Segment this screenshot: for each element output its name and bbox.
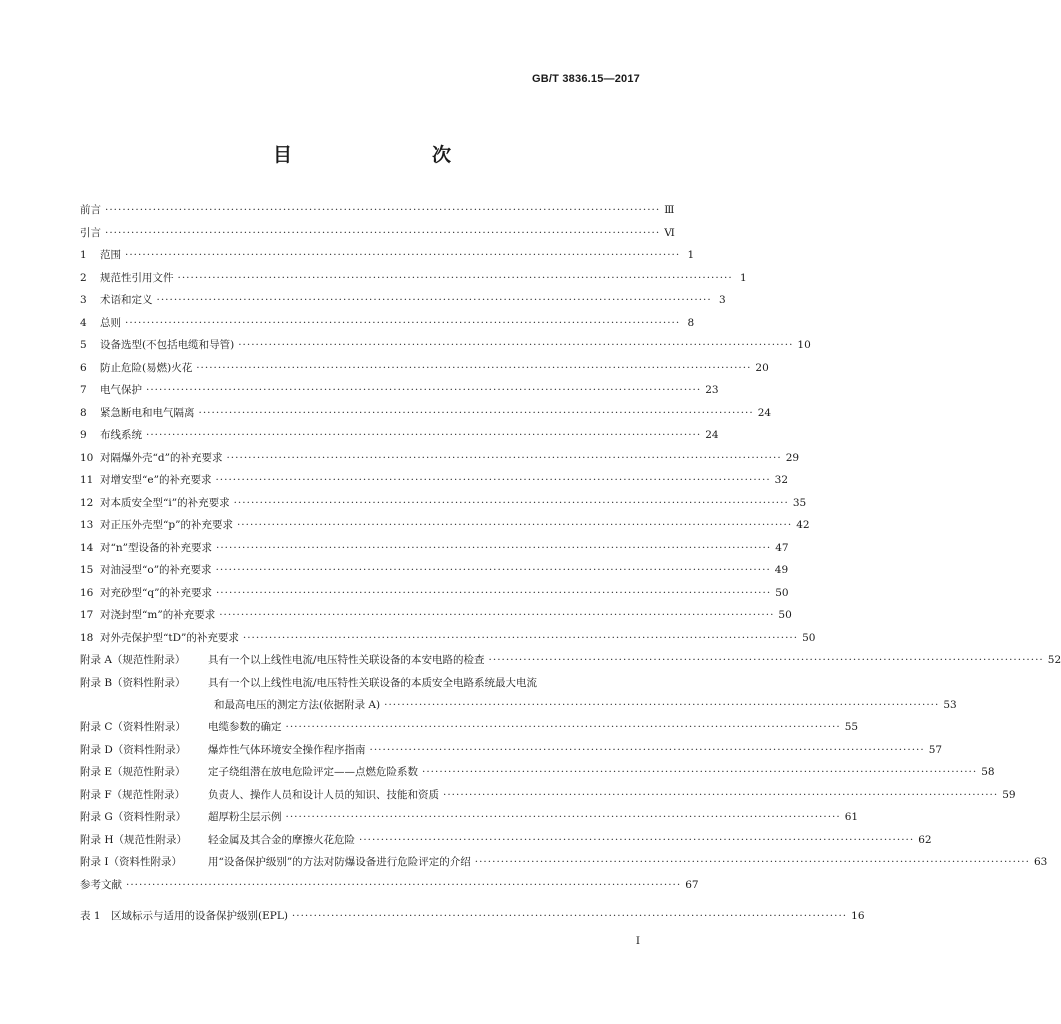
toc-entry-label: 布线系统 — [100, 429, 142, 441]
toc-entry-label: 对充砂型“q”的补充要求 — [100, 586, 212, 599]
toc-entry-page: 23 — [705, 384, 719, 396]
toc-entry-clause-16[interactable] — [80, 585, 789, 608]
toc-entry-label: 防止危险(易燃)火花 — [100, 361, 193, 374]
toc-entry-page: 52 — [1047, 654, 1061, 666]
toc-entry-references[interactable] — [80, 877, 699, 900]
toc-entry-page: 35 — [792, 496, 807, 509]
toc-entry-label: 总则 — [100, 316, 121, 329]
toc-entry-label: 对增安型“e”的补充要求 — [100, 474, 212, 486]
toc-entry-page: 8 — [687, 316, 695, 329]
clause-number: 14 — [80, 541, 94, 554]
toc-entry-page: 10 — [797, 339, 811, 351]
toc-entry-clause-15[interactable] — [80, 562, 789, 585]
annex-prefix: 附录 A（规范性附录） — [80, 654, 186, 666]
leader-dots — [219, 607, 774, 623]
toc-entry-annex-c[interactable] — [80, 719, 859, 742]
toc-entry-clause-12[interactable] — [80, 495, 807, 518]
toc-entry-page: Ⅵ — [664, 226, 675, 239]
toc-entry-page: 49 — [774, 564, 789, 576]
leader-dots — [237, 517, 792, 533]
leader-dots — [199, 405, 754, 421]
toc-entry-page: 50 — [802, 631, 816, 644]
toc-entry-label: 引言 — [80, 226, 101, 239]
toc-entry-label: 紧急断电和电气隔离 — [100, 406, 195, 419]
toc-entry-page: 32 — [774, 474, 789, 486]
toc-entry-clause-3[interactable] — [80, 292, 726, 315]
clause-number: 17 — [80, 609, 94, 621]
toc-entry-clause-18[interactable] — [80, 630, 816, 653]
toc-entry-page: 1 — [740, 271, 747, 284]
toc-entry-page: 16 — [851, 910, 865, 922]
clause-number: 2 — [80, 271, 87, 284]
leader-dots — [443, 787, 998, 803]
toc-entry-page: 63 — [1033, 856, 1048, 868]
toc-entry-label: 表 1 区域标示与适用的设备保护级别(EPL) — [80, 910, 288, 922]
clause-number: 1 — [80, 249, 87, 261]
page-title: 目 次 — [272, 144, 485, 166]
toc-entry-clause-7[interactable] — [80, 382, 719, 405]
toc-entry-label: 定子绕组潜在放电危险评定——点燃危险系数 — [208, 766, 418, 778]
toc-entry-page: 47 — [775, 541, 789, 554]
toc-entry-label: 具有一个以上线性电流/电压特性关联设备的本质安全电路系统最大电流 — [208, 676, 538, 689]
toc-entry-page: 57 — [928, 743, 943, 756]
toc-entry-clause-2[interactable] — [80, 270, 747, 293]
toc-entry-page: 67 — [685, 878, 699, 891]
toc-entry-label: 对“n”型设备的补充要求 — [100, 541, 212, 554]
leader-dots — [489, 652, 1044, 668]
leader-dots — [238, 337, 793, 353]
toc-entry-page: 20 — [755, 361, 769, 374]
toc-entry-annex-i[interactable] — [80, 854, 1048, 877]
clause-number: 4 — [80, 316, 87, 329]
toc-entry-page: 58 — [981, 766, 995, 778]
toc-entry-page: 42 — [796, 519, 810, 531]
toc-entry-page: 3 — [719, 294, 726, 306]
toc-entry-clause-13[interactable] — [80, 517, 810, 540]
leader-dots — [126, 877, 681, 893]
clause-number: 5 — [80, 339, 87, 351]
annex-prefix: 附录 I（资料性附录） — [80, 856, 182, 868]
toc-entry-label: 超厚粉尘层示例 — [208, 811, 282, 823]
toc-entry-clause-11[interactable] — [80, 472, 789, 495]
leader-dots — [370, 742, 925, 758]
leader-dots — [125, 315, 680, 331]
clause-number: 11 — [80, 474, 94, 486]
toc-entry-annex-b-continuation[interactable] — [80, 697, 957, 720]
toc-entry-page: 50 — [775, 586, 789, 599]
leader-dots — [234, 495, 789, 511]
clause-number: 6 — [80, 361, 87, 374]
leader-dots — [216, 585, 771, 601]
toc-entry-annex-f[interactable] — [80, 787, 1016, 810]
leader-dots — [286, 719, 841, 735]
leader-dots — [422, 764, 977, 780]
toc-entry-label: 对油浸型“o”的补充要求 — [100, 564, 212, 576]
table-of-contents — [80, 202, 1061, 931]
annex-prefix: 附录 D（资料性附录） — [80, 743, 187, 756]
clause-number: 16 — [80, 586, 94, 599]
toc-entry-introduction[interactable] — [80, 225, 675, 248]
toc-entry-label: 术语和定义 — [100, 294, 153, 306]
leader-dots — [157, 292, 712, 308]
leader-dots — [216, 540, 771, 556]
toc-entry-page: 1 — [687, 249, 695, 261]
toc-entry-clause-6[interactable] — [80, 360, 769, 383]
toc-entry-clause-9[interactable] — [80, 427, 719, 450]
toc-entry-page: 24 — [757, 406, 772, 419]
annex-prefix: 附录 H（规范性附录） — [80, 833, 187, 846]
toc-entry-annex-g[interactable] — [80, 809, 859, 832]
leader-dots — [196, 360, 751, 376]
leader-dots — [286, 809, 841, 825]
toc-entry-label-continuation: 和最高电压的测定方法(依据附录 A) — [214, 698, 381, 711]
toc-entry-annex-h[interactable] — [80, 832, 932, 855]
annex-prefix: 附录 E（规范性附录） — [80, 766, 186, 778]
leader-dots — [105, 202, 660, 218]
page-number: I — [635, 935, 640, 947]
annex-prefix: 附录 C（资料性附录） — [80, 721, 186, 733]
toc-entry-label: 具有一个以上线性电流/电压特性关联设备的本安电路的检查 — [208, 654, 485, 666]
toc-entry-label: 负责人、操作人员和设计人员的知识、技能和资质 — [208, 788, 439, 801]
toc-entry-label: 轻金属及其合金的摩擦火花危险 — [208, 833, 355, 846]
toc-entry-annex-b[interactable] — [80, 675, 642, 697]
toc-entry-label: 前言 — [80, 204, 101, 216]
toc-entry-label: 设备选型(不包括电缆和导管) — [100, 339, 235, 351]
clause-number: 10 — [80, 451, 94, 464]
leader-dots — [146, 382, 701, 398]
annex-prefix: 附录 G（资料性附录） — [80, 811, 187, 823]
toc-entry-label: 参考文献 — [80, 878, 122, 891]
clause-number: 12 — [80, 496, 94, 509]
leader-dots — [243, 630, 798, 646]
toc-entry-clause-17[interactable] — [80, 607, 792, 630]
toc-entry-page: 59 — [1002, 788, 1016, 801]
toc-entry-page: 50 — [778, 609, 792, 621]
clause-number: 15 — [80, 564, 94, 576]
clause-number: 9 — [80, 429, 87, 441]
leader-dots — [105, 225, 660, 241]
leader-dots — [359, 832, 914, 848]
toc-entry-label: 电缆参数的确定 — [208, 721, 282, 733]
toc-entry-clause-1[interactable] — [80, 247, 695, 270]
toc-entry-clause-5[interactable] — [80, 337, 811, 360]
leader-dots — [292, 908, 847, 924]
toc-entry-annex-a[interactable] — [80, 652, 1061, 675]
clause-number: 8 — [80, 406, 87, 419]
annex-prefix: 附录 B（资料性附录） — [80, 676, 186, 689]
clause-number: 13 — [80, 519, 94, 531]
toc-entry-table-1[interactable] — [80, 908, 865, 931]
toc-entry-page: 24 — [705, 429, 719, 441]
leader-dots — [146, 427, 701, 443]
toc-entry-clause-8[interactable] — [80, 405, 772, 428]
toc-entry-label: 用“设备保护级别”的方法对防爆设备进行危险评定的介绍 — [208, 856, 471, 868]
clause-number: 7 — [80, 384, 87, 396]
toc-entry-label: 规范性引用文件 — [100, 271, 174, 284]
toc-entry-page: 53 — [943, 698, 957, 711]
toc-entry-page: 55 — [844, 721, 859, 733]
toc-entry-annex-e[interactable] — [80, 764, 995, 787]
toc-entry-label: 对外壳保护型“tD”的补充要求 — [100, 631, 239, 644]
clause-number: 3 — [80, 294, 87, 306]
toc-entry-clause-14[interactable] — [80, 540, 789, 563]
leader-dots — [215, 472, 770, 488]
toc-entry-label: 对正压外壳型“p”的补充要求 — [100, 519, 233, 531]
toc-entry-page: 61 — [844, 811, 859, 823]
leader-dots — [178, 270, 733, 286]
toc-entry-clause-10[interactable] — [80, 450, 800, 473]
toc-entry-clause-4[interactable] — [80, 315, 695, 338]
leader-dots — [384, 697, 939, 713]
toc-entry-page: 29 — [785, 451, 800, 464]
leader-dots — [475, 854, 1030, 870]
standard-code: GB/T 3836.15—2017 — [532, 73, 640, 85]
toc-entry-label: 范围 — [100, 249, 121, 261]
leader-dots — [125, 247, 680, 263]
toc-entry-label: 对隔爆外壳“d”的补充要求 — [100, 451, 223, 464]
toc-entry-page: Ⅲ — [664, 204, 675, 216]
toc-entry-foreword[interactable] — [80, 202, 675, 225]
toc-entry-page: 62 — [918, 833, 932, 846]
leader-dots — [226, 450, 781, 466]
clause-number: 18 — [80, 631, 94, 644]
leader-dots — [216, 562, 771, 578]
toc-entry-label: 电气保护 — [100, 384, 142, 396]
toc-entry-annex-d[interactable] — [80, 742, 943, 765]
toc-entry-label: 爆炸性气体环境安全操作程序指南 — [208, 743, 366, 756]
toc-entry-label: 对本质安全型“i”的补充要求 — [100, 496, 230, 509]
annex-prefix: 附录 F（规范性附录） — [80, 788, 186, 801]
toc-entry-label: 对浇封型“m”的补充要求 — [100, 609, 216, 621]
